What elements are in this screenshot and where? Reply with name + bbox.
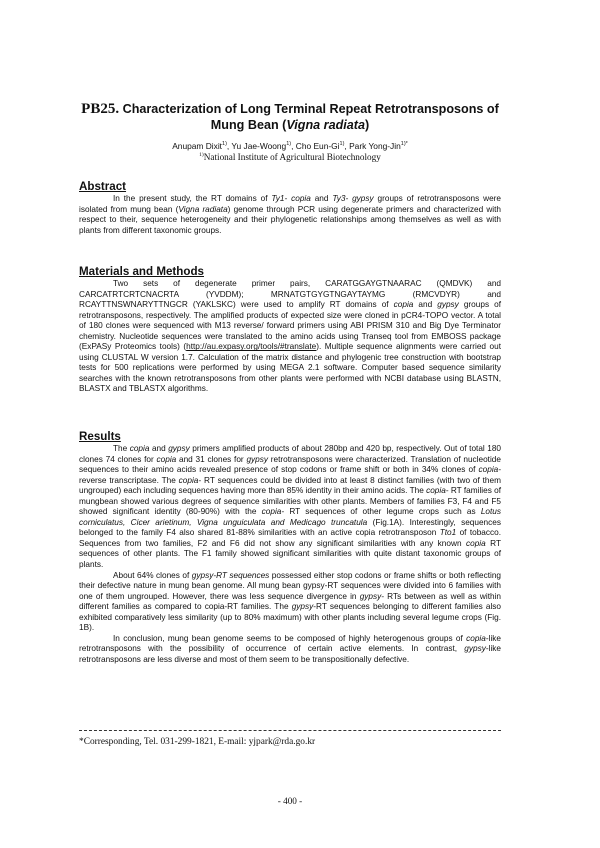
title-line-2-prefix: Mung Bean ( (210, 118, 287, 132)
results-italic: gypsy-RT sequences (191, 570, 270, 580)
results-text: and (149, 444, 169, 453)
results-text: -RT sequences belonging to different families also exhibited comparatively less similarity (up to 80% maximum) with other plants including several legume crops (Fig. 1B). (79, 602, 502, 633)
author-mark: 1) (286, 141, 292, 147)
abstract-heading: Abstract (79, 180, 127, 193)
title-species: Vigna radiata (286, 118, 365, 132)
abstract-italic: Ty1- copia (271, 194, 311, 203)
results-text: reverse transcriptase. The (79, 475, 179, 485)
results-body (79, 444, 501, 665)
results-text: retrotransposons were characterized. Translation of nucleotide sequences to their amino acids revealed presence of stop codons or frame shift or both in 34% clones of (79, 454, 501, 475)
abstract-code: PB25. (81, 101, 120, 117)
results-italic: copia- (261, 507, 285, 517)
abstract-text: ) genome through PCR using degenerate primers and characterized with respect to their, sequence heterogeneity and their phylogenetic relationships among themselves as well as with plants from different taxonomic groups. (79, 204, 502, 235)
results-italic: copia (465, 538, 486, 548)
results-paragraph-3 (79, 634, 501, 666)
abstract-text: In the present study, the RT domains of (113, 194, 272, 203)
author-name: Park Yong-Jin (349, 141, 401, 151)
title-line-1: Characterization of Long Terminal Repeat Retrotransposons of (122, 102, 499, 116)
results-italic: Tto1 (439, 528, 457, 538)
results-italic: gypsy (464, 644, 486, 654)
results-italic: copia (129, 444, 150, 453)
affiliation (79, 152, 501, 163)
results-text: possessed either stop codons or frame shifts or both reflecting their defective nature in mung bean genome. All mung bean gypsy-RT sequences were divided into 6 families with one of them ungrouped. However, there was less sequence divergence in (79, 570, 502, 601)
methods-text: Two sets of degenerate primer pairs, CARATGGAYGTNAARAC (QMDVK) and CARCATRTCRTCNACRTA (YVDDM); MRNATGTGYGTNGAYTAYMG (RMCVDYR) and RCAYTTNSWNARYTTNGCR (YAKLSKC) were used to amplify RT domains of (79, 279, 501, 310)
page-number: - 400 - (277, 796, 303, 806)
author-list: Anupam Dixit$^{1)}$, Yu Jae-Woong$^{1)}$, Cho Eun-Gi$^{1)}$, Park Yong-Jin$^{1)*}$ (172, 141, 408, 151)
results-text: About 64% clones of (113, 570, 192, 580)
author-mark: 1)* (400, 141, 408, 147)
methods-italic: gypsy (437, 300, 459, 310)
paper-title (79, 101, 501, 133)
results-text: The (113, 444, 130, 453)
results-text: (Fig.1A). Interestingly, sequences belonged to the family F4 also shared 81-88% similarities with an active copia retrotransposon (79, 517, 501, 538)
author-name: Yu Jae-Woong (231, 141, 287, 151)
results-text: In conclusion, mung bean genome seems to be composed of highly heterogenous groups of (113, 633, 467, 643)
results-heading: Results (79, 430, 121, 443)
translate-link[interactable]: http://au.expasy.org/tools/#translate (186, 342, 317, 352)
author-mark: 1) (339, 141, 345, 147)
results-text: -like retrotransposons are less diverse and most of them seem to be transpositionally defective. (79, 644, 501, 664)
methods-text: and (413, 300, 438, 310)
results-italic: copia- (478, 465, 501, 475)
methods-text: groups of retrotransposons, respectively. The amplified products of expected size were cloned in pCR4-TOPO vector. A total of 180 clones were sequenced with M13 reverse/ forward primers using ABI PRISM 310 and Big Dye Terminator chemistry. Nucleotide sequences were translated to the amino acids using Transeq tool from EMBOSS package (ExPASy Proteomics tools) ( (79, 300, 501, 352)
results-italic: copia (466, 633, 486, 643)
methods-italic: copia (393, 300, 414, 310)
results-text: RT families of mungbean showed various degrees of sequence similarities with other plants. Members of families F3, F4 and F5 showed significant identity (80-90%) with the (79, 486, 501, 517)
affiliation-mark: 1) (199, 152, 204, 158)
results-italic: copia- (426, 486, 449, 496)
methods-heading: Materials and Methods (79, 265, 204, 278)
results-text: and 31 clones for (176, 454, 247, 464)
results-italic: gypsy (246, 454, 268, 464)
results-paragraph-2 (79, 571, 501, 634)
results-italic: gypsy (168, 444, 190, 453)
results-text: RT sequences could be divided into at least 8 distinct families (with two of them ungrouped) each including sequences having more than 85% identity in their amino acids. The (79, 475, 501, 496)
corresponding-footnote: *Corresponding, Tel. 031-299-1821, E-mail: yjpark@rda.go.kr (79, 737, 316, 747)
results-text: RT sequences of other legume crops such as (284, 507, 481, 517)
results-italic: gypsy (291, 602, 314, 612)
abstract-italic: Ty3- gypsy (332, 194, 374, 203)
methods-text: ). Multiple sequence alignments were carried out using CLUSTAL W version 1.7. Calculation of the matrix distance and phylogenic tree construction with bootstrap tests for 500 replications were performed by using MEGA 2.1 software. Computer based sequence similarity searches with the known retrotransposons from other plants were performed with NCBI database using BLASTN, BLASTX and TBLASTX algorithms. (79, 342, 501, 394)
title-line-2-suffix: ) (364, 118, 370, 132)
results-text: RTs between as well as within different families as compared to copia-RT families. The (79, 591, 501, 612)
author-mark: 1) (222, 141, 227, 147)
results-italic: copia- (178, 475, 202, 485)
results-italic: gypsy- (359, 591, 384, 601)
abstract-italic: Vigna radiata (178, 204, 228, 214)
abstract-paragraph (79, 194, 501, 236)
affiliation-text: National Institute of Agricultural Biotechnology (203, 152, 381, 162)
results-text: primers amplified products of about 280bp and 420 bp, respectively. Out of total 180 clones 74 clones for (79, 444, 501, 464)
results-text: RT sequences of other plants. The F1 family showed significant similarities with quite distant taxonomic groups of plants. (79, 538, 502, 570)
results-italic: copia (156, 454, 177, 464)
author-name: Cho Eun-Gi (295, 141, 340, 151)
abstract-text: groups of retrotransposons were isolated from mung bean ( (79, 194, 501, 214)
results-paragraph-1 (79, 444, 501, 571)
results-text: of tobacco. Sequences from two families, F2 and F6 did not show any significant similarities with any known (79, 528, 502, 548)
results-italic: Lotus corniculatus, Cicer arietinum, Vigna unguiculata and Medicago truncatula (79, 507, 501, 527)
footnote-divider (79, 730, 501, 731)
results-text: -like retrotransposons with the possibility of occurrence of certain active elements. In contrast, (79, 633, 501, 654)
methods-paragraph (79, 279, 501, 395)
abstract-text: and (310, 194, 333, 203)
author-name: Anupam Dixit (172, 141, 223, 151)
